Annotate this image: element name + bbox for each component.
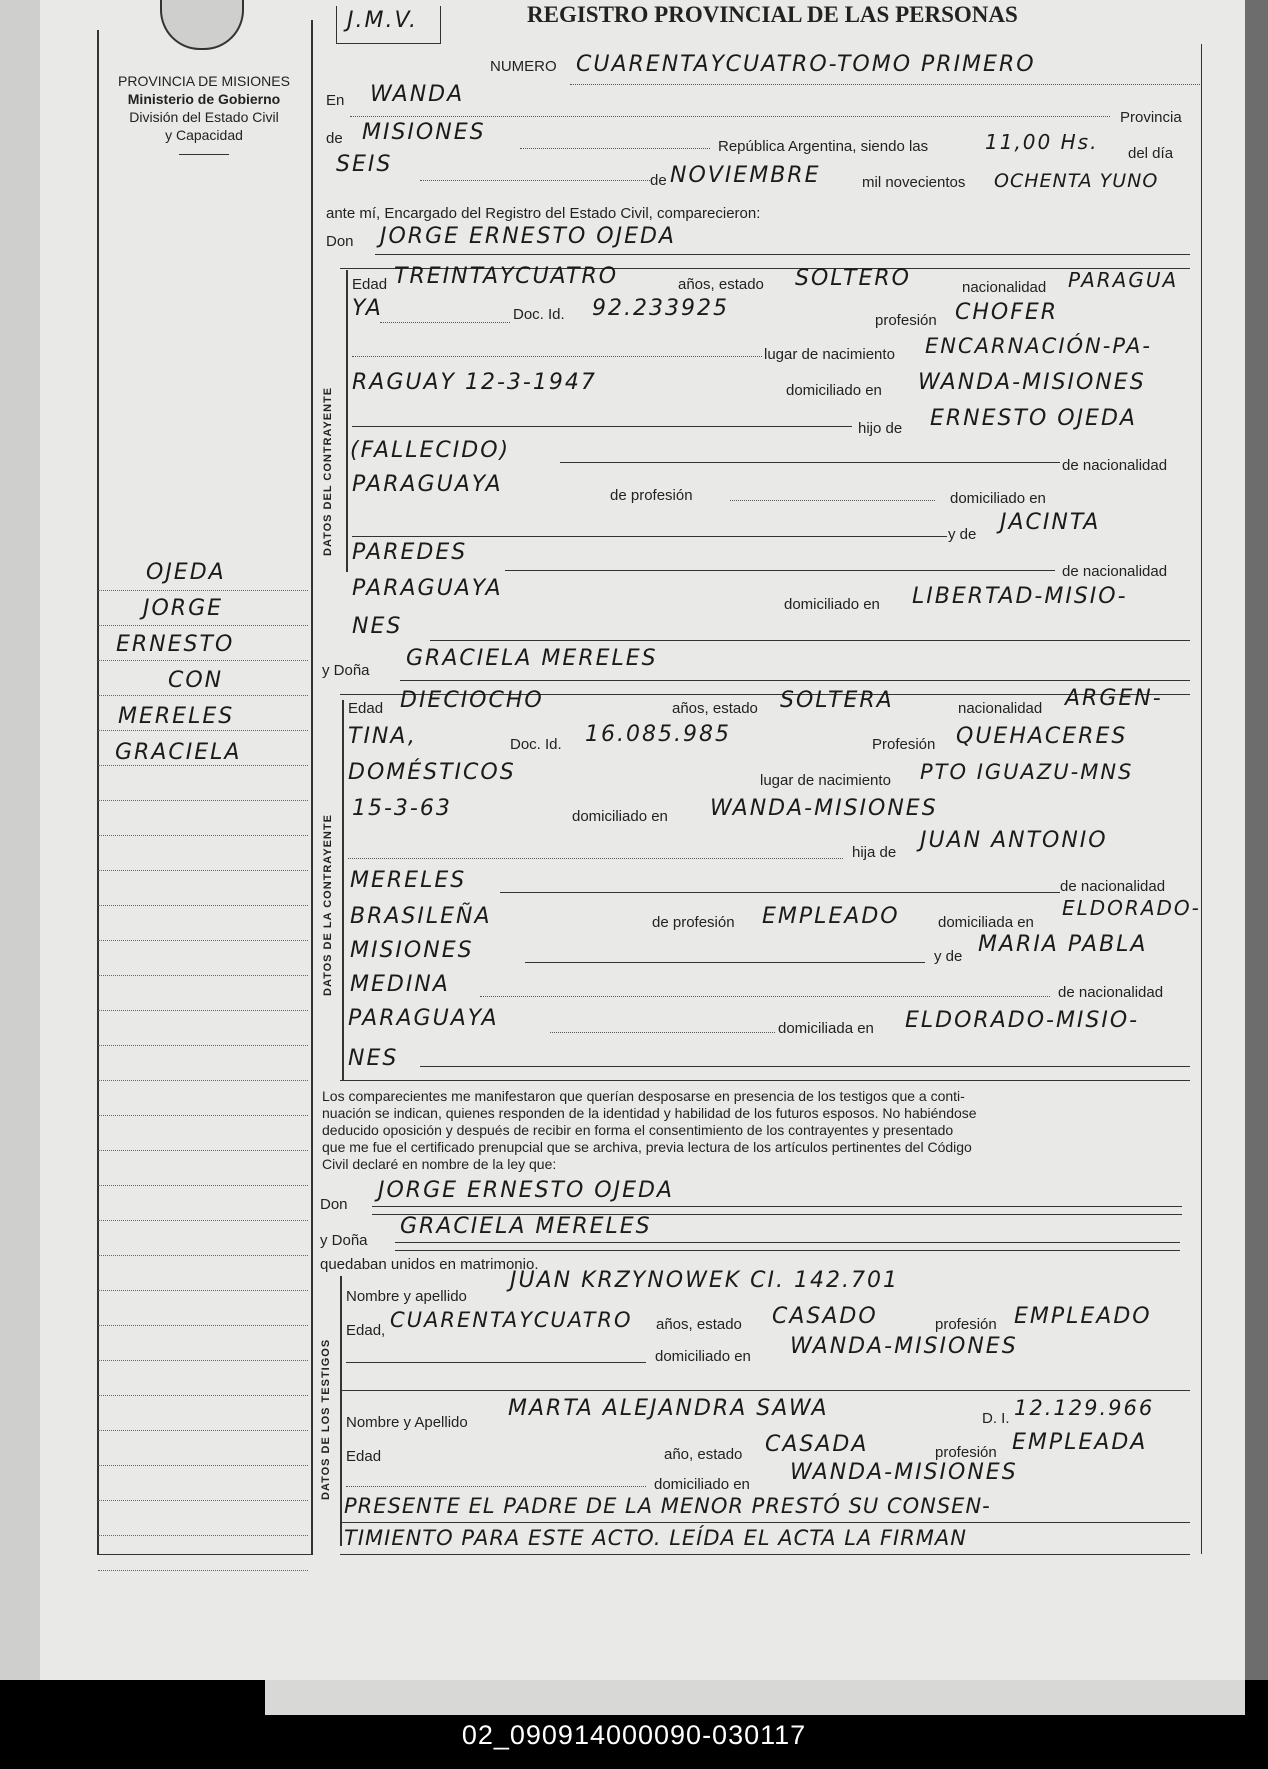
line-lugar-g [352,356,762,357]
line-groom-name [375,254,1190,255]
legal-line-3: deducido oposición y después de recibir en forma el consentimiento de los contrayentes y presentado [322,1122,954,1138]
label-estado-b: años, estado [672,700,758,717]
ministry-line-3: División del Estado Civil [129,109,279,125]
label-domda-1: domiciliada en [938,914,1034,931]
groom-madre-dom-1: LIBERTAD-MISIO- [912,584,1128,609]
label-lugar-g: lugar de nacimiento [764,346,895,363]
label-en: En [326,92,345,109]
scanner-band [265,1680,1245,1715]
margin-rule-line [98,1430,308,1431]
label-nac-g: nacionalidad [962,279,1047,296]
record-mes: NOVIEMBRE [670,163,821,188]
witness-2-estado: CASADA [765,1432,869,1457]
margin-bottom-rule [97,1554,312,1555]
bride-doc: 16.085.985 [585,722,731,747]
ministry-line-4: y Capacidad [165,127,243,143]
line-madre-nac-g [505,570,1055,571]
label-edad-w2: Edad [346,1448,382,1465]
label-nombre-w2: Nombre y Apellido [346,1414,468,1431]
groom-lugar-1: ENCARNACIÓN-PA- [925,334,1152,358]
groom-lugar-2: RAGUAY 12-3-1947 [352,370,597,395]
bride-lugar-2: 15-3-63 [352,796,452,821]
witness-section-label: DATOS DE LOS TESTIGOS [320,1338,332,1500]
margin-right-rule [311,20,313,1555]
margin-rule-line [98,870,308,871]
margin-rule-line [98,1360,308,1361]
record-anio: OCHENTA YUNO [994,170,1159,192]
witness-1-profesion: EMPLEADO [1014,1304,1152,1329]
label-dom-g: domiciliado en [786,382,882,399]
bride-nacionalidad-1: ARGEN- [1065,686,1163,711]
label-dom-b: domiciliado en [572,808,668,825]
label-dom-w1: domiciliado en [655,1348,751,1365]
groom-name: JORGE ERNESTO OJEDA [380,224,676,249]
book-edge-left [0,0,42,1769]
margin-rule-line [98,975,308,976]
groom-section-rule [346,270,348,572]
label-estado-w2: año, estado [664,1446,743,1463]
bride-nacionalidad-2: TINA, [348,724,417,749]
witness-2-name: MARTA ALEJANDRA SAWA [508,1396,829,1421]
line-padre-dom-b [525,962,925,963]
bride-section-rule [342,700,344,1080]
witness-2-di: 12.129.966 [1014,1396,1155,1420]
label-nombre-w1: Nombre y apellido [346,1288,467,1305]
bride-padre-dom-1: ELDORADO- [1062,896,1201,920]
bride-padre-dom-2: MISIONES [350,938,474,963]
label-del-dia: del día [1128,145,1174,162]
witness-1-edad: CUARENTAYCUATRO [390,1308,633,1332]
label-denac-2: de nacionalidad [1062,563,1168,580]
label-hija: hija de [852,844,897,861]
margin-name-2: JORGE [143,596,224,621]
image-id-bar [0,1720,1268,1751]
bride-edad: DIECIOCHO [400,688,544,713]
line-bride-name [400,680,1190,681]
label-prof-w2: profesión [935,1444,997,1461]
witness-section-rule [340,1276,342,1546]
margin-left-rule [97,30,99,1555]
line-nac-g [380,322,510,323]
bride-padre: JUAN ANTONIO [920,828,1108,853]
line-de [520,148,710,149]
margin-rule-line [98,835,308,836]
label-estado-w1: años, estado [656,1316,742,1333]
margin-rule-line [98,940,308,941]
bride-estado: SOLTERA [780,688,894,713]
label-numero: NUMERO [490,58,557,75]
margin-rule-line [98,730,308,731]
label-edad-w1: Edad, [346,1322,386,1339]
groom-profesion: CHOFER [955,300,1059,325]
line-dom-w2 [346,1486,646,1487]
margin-rule-line [98,1325,308,1326]
margin-rule-line [98,1500,308,1501]
line-decl-don [372,1206,1182,1207]
groom-nacionalidad-1: PARAGUA [1068,268,1179,292]
label-di-w2: D. I. [982,1410,1010,1427]
bride-domicilio: WANDA-MISIONES [710,796,938,821]
margin-name-1: OJEDA [146,560,226,585]
note-line-1: PRESENTE EL PADRE DE LA MENOR PRESTÓ SU CONSEN- [344,1494,991,1518]
margin-rule-line [98,1150,308,1151]
bride-madre-dom-2: NES [348,1046,399,1071]
label-doc-b: Doc. Id. [510,736,562,753]
groom-padre-nota: (FALLECIDO) [350,438,511,463]
line-decl-dona-2 [395,1250,1180,1251]
margin-rule-line [98,625,308,626]
label-prof-g: profesión [875,312,937,329]
margin-rule-line [98,1115,308,1116]
margin-rule-line [98,1290,308,1291]
declaration-don: JORGE ERNESTO OJEDA [378,1178,674,1203]
label-domda-2: domiciliada en [778,1020,874,1037]
line-w1-end [340,1390,1190,1391]
note-line-2: TIMIENTO PARA ESTE ACTO. LEÍDA EL ACTA LA FIRMAN [344,1526,967,1550]
groom-madre: JACINTA [1000,510,1101,535]
line-note-1 [340,1522,1190,1523]
witness-2-domicilio: WANDA-MISIONES [790,1460,1018,1485]
margin-rule-line [98,1465,308,1466]
legal-line-4: que me fue el certificado prenupcial que se archiva, previa lectura de los artículos pertinentes del Código [322,1139,972,1155]
line-numero [570,84,1200,85]
groom-domicilio: WANDA-MISIONES [918,370,1146,395]
line-padre-nac-b [500,892,1060,893]
margin-rule-line [98,1535,308,1536]
line-en [350,116,1110,117]
line-dia [420,180,650,181]
ministry-line-2: Ministerio de Gobierno [127,91,281,107]
label-quedaban: quedaban unidos en matrimonio. [320,1256,539,1273]
label-edad-g: Edad [352,276,388,293]
label-dona-decl: y Doña [320,1232,368,1249]
bride-profesion-1: QUEHACERES [956,724,1128,749]
record-provincia: MISIONES [362,120,486,145]
legal-text [322,1088,1192,1173]
margin-rule-line [98,800,308,801]
legal-line-1: Los comparecientes me manifestaron que querían desposarse en presencia de los testigos que a conti- [322,1088,965,1104]
label-mil: mil novecientos [862,174,966,191]
label-republica: República Argentina, siendo las [718,138,929,155]
line-hijo-g [352,426,852,427]
margin-rule-line [98,1570,308,1571]
ministry-block [98,72,310,155]
line-padre-nac-g [560,462,1060,463]
page-right-rule [1201,44,1202,1554]
legal-line-2: nuación se indican, quienes responden de la identidad y habilidad de los futuros esposos. No habiéndose [322,1105,977,1121]
declaration-dona: GRACIELA MERELES [400,1214,652,1239]
label-denac-3: de nacionalidad [1060,878,1166,895]
margin-name-6: GRACIELA [115,740,242,765]
stamp-initials: J.M.V. [336,6,441,44]
margin-rule-line [98,660,308,661]
groom-madre-nac: PARAGUAYA [352,576,503,601]
groom-doc: 92.233925 [592,296,729,321]
label-de: de [326,130,343,147]
label-lugar-b: lugar de nacimiento [760,772,891,789]
line-madre-dom-b [550,1032,775,1033]
witness-1-estado: CASADO [772,1304,878,1329]
groom-madre-dom-2: NES [352,614,403,639]
bride-name: GRACIELA MERELES [406,646,658,671]
label-prof-b: Profesión [872,736,936,753]
groom-madre-apellido: PAREDES [352,540,468,565]
label-nac-b: nacionalidad [958,700,1043,717]
line-madre-dom-b-2 [420,1066,1190,1067]
margin-rule-line [98,1045,308,1046]
label-dom-w2: domiciliado en [654,1476,750,1493]
line-madre-g [352,536,947,537]
witness-1-name: JUAN KRZYNOWEK CI. 142.701 [510,1268,899,1293]
margin-rule-line [98,1080,308,1081]
label-doc-g: Doc. Id. [513,306,565,323]
margin-rule-line [98,1185,308,1186]
bride-madre: MARIA PABLA [978,932,1148,957]
margin-rule-line [98,590,308,591]
bride-padre-nac: BRASILEÑA [350,904,492,929]
label-dom-madre-g: domiciliado en [784,596,880,613]
witness-2-profesion: EMPLEADA [1012,1430,1148,1455]
witness-1-domicilio: WANDA-MISIONES [790,1334,1018,1359]
label-edad-b: Edad [348,700,384,717]
margin-name-3: ERNESTO [116,632,235,657]
label-don: Don [326,233,354,250]
margin-rule-line [98,905,308,906]
line-madre-nac-b [480,996,1050,997]
groom-section-label: DATOS DEL CONTRAYENTE [322,386,334,556]
label-estado-g: años, estado [678,276,764,293]
label-de-mes: de [650,172,667,189]
line-hija-b [348,858,843,859]
bride-profesion-2: DOMÉSTICOS [348,760,516,785]
groom-nacionalidad-2: YA [352,296,383,321]
label-ante: ante mí, Encargado del Registro del Estado Civil, comparecieron: [326,205,761,222]
bride-padre-apellido: MERELES [350,868,467,893]
page-title: REGISTRO PROVINCIAL DE LAS PERSONAS [527,2,1018,27]
bride-lugar-1: PTO IGUAZU-MNS [920,760,1134,784]
margin-rule-line [98,1010,308,1011]
label-dom-padre-g: domiciliado en [950,490,1046,507]
groom-edad: TREINTAYCUATRO [394,264,619,289]
label-prof-w1: profesión [935,1316,997,1333]
book-edge-right [1245,0,1268,1690]
ministry-rule [179,154,229,155]
label-hijo: hijo de [858,420,903,437]
line-padre-prof-g [730,500,935,501]
bride-section-label: DATOS DE LA CONTRAYENTE [322,814,334,996]
record-hora: 11,00 Hs. [985,130,1099,154]
line-note-2 [340,1554,1190,1555]
label-provincia: Provincia [1120,109,1182,126]
bride-padre-prof: EMPLEADO [762,904,900,929]
line-madre-dom-g [430,640,1190,641]
label-denac-1: de nacionalidad [1062,457,1168,474]
label-yde-g: y de [948,526,977,543]
margin-rule-line [98,765,308,766]
label-denac-4: de nacionalidad [1058,984,1164,1001]
label-deprof-g: de profesión [610,487,693,504]
groom-estado: SOLTERO [795,266,911,291]
line-bride-end [340,1080,1190,1081]
ministry-line-1: PROVINCIA DE MISIONES [118,73,290,89]
label-y-dona: y Doña [322,662,370,679]
margin-name-5: MERELES [118,704,235,729]
legal-line-5: Civil declaré en nombre de la ley que: [322,1156,557,1172]
record-lugar: WANDA [370,82,465,107]
line-decl-dona [395,1242,1180,1243]
margin-name-4: CON [168,668,224,693]
image-id: 02_090914000090-030117 [461,1720,807,1750]
groom-padre-nac: PARAGUAYA [352,472,503,497]
record-number: CUARENTAYCUATRO-TOMO PRIMERO [576,52,1036,77]
margin-rule-line [98,1255,308,1256]
label-yde-b: y de [934,948,963,965]
margin-rule-line [98,695,308,696]
bride-madre-dom-1: ELDORADO-MISIO- [905,1008,1140,1033]
bride-madre-apellido: MEDINA [350,972,450,997]
groom-padre: ERNESTO OJEDA [930,406,1137,431]
line-dom-w1 [346,1362,646,1363]
bride-madre-nac: PARAGUAYA [348,1006,499,1031]
record-dia: SEIS [336,152,393,177]
label-deprof-b: de profesión [652,914,735,931]
margin-rule-line [98,1220,308,1221]
label-don-decl: Don [320,1196,348,1213]
margin-rule-line [98,1395,308,1396]
